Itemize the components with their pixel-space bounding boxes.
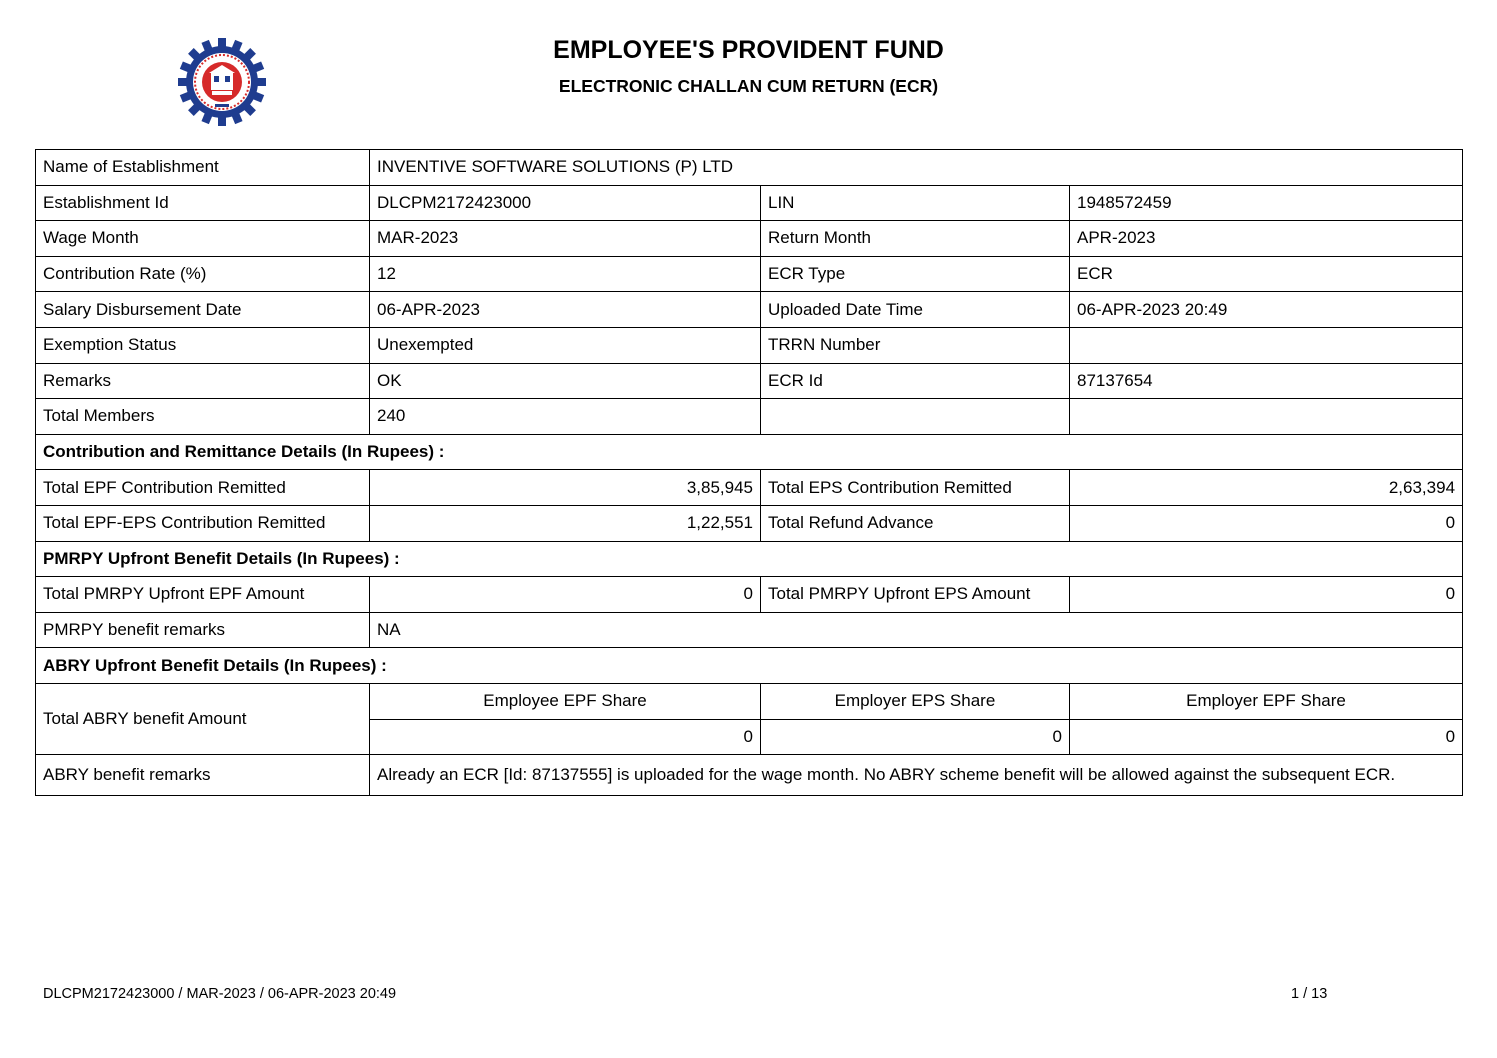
establishment-id-value: DLCPM2172423000	[370, 185, 761, 221]
total-refund-advance-label: Total Refund Advance	[761, 505, 1070, 541]
abry-employer-eps-value: 0	[761, 719, 1070, 755]
empty-cell	[761, 399, 1070, 435]
trrn-number-label: TRRN Number	[761, 327, 1070, 363]
contribution-rate-label: Contribution Rate (%)	[36, 256, 370, 292]
ecr-table	[35, 149, 1463, 796]
table-row	[36, 292, 1463, 328]
lin-value: 1948572459	[1070, 185, 1463, 221]
total-members-label: Total Members	[36, 399, 370, 435]
contribution-rate-value: 12	[370, 256, 761, 292]
remarks-label: Remarks	[36, 363, 370, 399]
name-of-establishment-label: Name of Establishment	[36, 150, 370, 186]
contribution-section-heading: Contribution and Remittance Details (In Rupees) :	[36, 434, 1463, 470]
table-row	[36, 256, 1463, 292]
salary-disbursement-date-label: Salary Disbursement Date	[36, 292, 370, 328]
exemption-status-label: Exemption Status	[36, 327, 370, 363]
table-row	[36, 577, 1463, 613]
abry-employee-epf-value: 0	[370, 719, 761, 755]
return-month-value: APR-2023	[1070, 221, 1463, 257]
total-eps-contribution-label: Total EPS Contribution Remitted	[761, 470, 1070, 506]
uploaded-date-time-value: 06-APR-2023 20:49	[1070, 292, 1463, 328]
ecr-type-label: ECR Type	[761, 256, 1070, 292]
salary-disbursement-date-value: 06-APR-2023	[370, 292, 761, 328]
trrn-number-value	[1070, 327, 1463, 363]
table-row	[36, 612, 1463, 648]
abry-remarks-text: Already an ECR [Id: 87137555] is uploaded for the wage month. No ABRY scheme benefit will be allowed against the subsequent ECR.	[377, 765, 1396, 785]
total-epf-contribution-value: 3,85,945	[370, 470, 761, 506]
table-row	[36, 363, 1463, 399]
ecr-id-value: 87137654	[1070, 363, 1463, 399]
abry-employer-eps-header: Employer EPS Share	[761, 683, 1070, 719]
table-row	[36, 683, 1463, 719]
ecr-id-label: ECR Id	[761, 363, 1070, 399]
page-number: 1 / 13	[1291, 986, 1328, 1002]
return-month-label: Return Month	[761, 221, 1070, 257]
total-epf-eps-contribution-value: 1,22,551	[370, 505, 761, 541]
exemption-status-value: Unexempted	[370, 327, 761, 363]
pmrpy-eps-amount-value: 0	[1070, 577, 1463, 613]
establishment-id-label: Establishment Id	[36, 185, 370, 221]
total-members-value: 240	[370, 399, 761, 435]
footer-reference: DLCPM2172423000 / MAR-2023 / 06-APR-2023 20:49	[43, 986, 397, 1002]
total-epf-eps-contribution-label: Total EPF-EPS Contribution Remitted	[36, 505, 370, 541]
total-refund-advance-value: 0	[1070, 505, 1463, 541]
abry-employer-epf-header: Employer EPF Share	[1070, 683, 1463, 719]
table-row	[36, 327, 1463, 363]
pmrpy-eps-amount-label: Total PMRPY Upfront EPS Amount	[761, 577, 1070, 613]
remarks-value: OK	[370, 363, 761, 399]
wage-month-label: Wage Month	[36, 221, 370, 257]
abry-section-heading: ABRY Upfront Benefit Details (In Rupees) :	[36, 648, 1463, 684]
pmrpy-section-heading: PMRPY Upfront Benefit Details (In Rupees) :	[36, 541, 1463, 577]
abry-remarks-label: ABRY benefit remarks	[36, 755, 370, 796]
table-row	[36, 648, 1463, 684]
table-row	[36, 541, 1463, 577]
total-epf-contribution-label: Total EPF Contribution Remitted	[36, 470, 370, 506]
pmrpy-remarks-label: PMRPY benefit remarks	[36, 612, 370, 648]
name-of-establishment-value: INVENTIVE SOFTWARE SOLUTIONS (P) LTD	[370, 150, 1463, 186]
table-row	[36, 470, 1463, 506]
table-row	[36, 399, 1463, 435]
empty-cell	[1070, 399, 1463, 435]
document-subtitle: ELECTRONIC CHALLAN CUM RETURN (ECR)	[558, 76, 939, 96]
pmrpy-epf-amount-value: 0	[370, 577, 761, 613]
abry-total-label: Total ABRY benefit Amount	[36, 683, 370, 754]
pmrpy-remarks-value: NA	[370, 612, 1463, 648]
uploaded-date-time-label: Uploaded Date Time	[761, 292, 1070, 328]
table-row	[36, 185, 1463, 221]
lin-label: LIN	[761, 185, 1070, 221]
abry-employer-epf-value: 0	[1070, 719, 1463, 755]
document-title: EMPLOYEE'S PROVIDENT FUND	[553, 36, 944, 64]
abry-remarks-value	[370, 755, 1463, 796]
table-row	[36, 221, 1463, 257]
ecr-type-value: ECR	[1070, 256, 1463, 292]
wage-month-value: MAR-2023	[370, 221, 761, 257]
total-eps-contribution-value: 2,63,394	[1070, 470, 1463, 506]
abry-employee-epf-header: Employee EPF Share	[370, 683, 761, 719]
table-row	[36, 150, 1463, 186]
table-row	[36, 505, 1463, 541]
table-row	[36, 755, 1463, 796]
table-row	[36, 434, 1463, 470]
pmrpy-epf-amount-label: Total PMRPY Upfront EPF Amount	[36, 577, 370, 613]
